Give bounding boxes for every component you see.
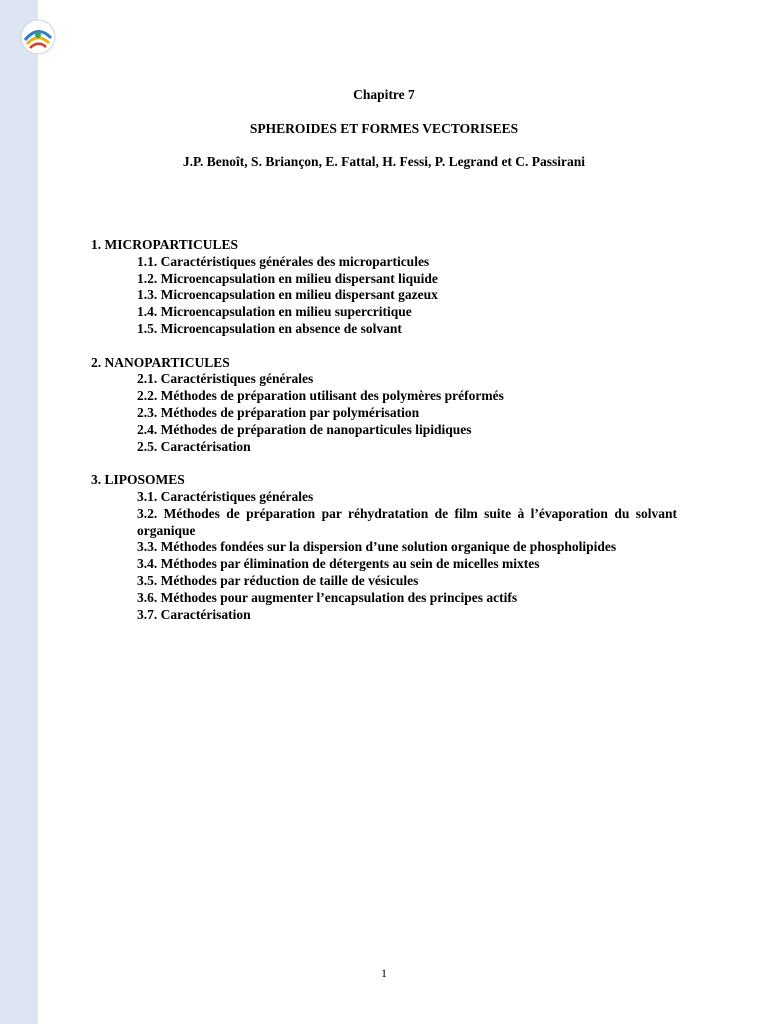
- document-page: [91, 0, 677, 1024]
- toc-item: 2.1. Caractéristiques générales: [137, 371, 314, 387]
- toc-section-liposomes: [91, 472, 677, 623]
- toc-item: 1.1. Caractéristiques générales des microparticules: [137, 253, 430, 269]
- institution-logo-icon: [19, 18, 57, 56]
- side-band: [0, 0, 38, 1024]
- toc-item: 1.3. Microencapsulation en milieu dispersant gazeux: [137, 287, 438, 303]
- toc-item: 2.5. Caractérisation: [137, 438, 251, 454]
- section-title: 1. MICROPARTICULES: [91, 237, 239, 252]
- authors-line: J.P. Benoît, S. Briançon, E. Fattal, H. Fessi, P. Legrand et C. Passirani: [182, 154, 586, 169]
- toc-item: 1.4. Microencapsulation en milieu supercritique: [137, 304, 412, 320]
- toc-item: 3.1. Caractéristiques générales: [137, 488, 314, 504]
- toc-item: 3.7. Caractérisation: [137, 606, 251, 622]
- toc-section-nanoparticules: [91, 355, 677, 456]
- toc-item: 3.5. Méthodes par réduction de taille de vésicules: [137, 572, 419, 588]
- toc-item: 2.4. Méthodes de préparation de nanoparticules lipidiques: [137, 421, 472, 437]
- chapter-label: Chapitre 7: [353, 87, 415, 102]
- chapter-title: SPHEROIDES ET FORMES VECTORISEES: [249, 121, 519, 136]
- section-title: 2. NANOPARTICULES: [91, 354, 230, 370]
- toc-item: 3.4. Méthodes par élimination de détergents au sein de micelles mixtes: [137, 556, 540, 572]
- toc-section-microparticules: [91, 237, 677, 338]
- toc-item: 3.6. Méthodes pour augmenter l’encapsulation des principes actifs: [137, 589, 518, 605]
- toc-item: 2.2. Méthodes de préparation utilisant des polymères préformés: [137, 388, 504, 404]
- page-number: 1: [381, 966, 387, 980]
- toc-item: 3.3. Méthodes fondées sur la dispersion d’une solution organique de phospholipides: [137, 539, 617, 555]
- toc-item: 3.2. Méthodes de préparation par réhydratation de film suite à l’évaporation du solvant organique: [137, 505, 677, 538]
- section-title: 3. LIPOSOMES: [91, 472, 185, 488]
- toc-item: 2.3. Méthodes de préparation par polymérisation: [137, 404, 420, 420]
- table-of-contents: [91, 237, 677, 640]
- toc-item: 1.5. Microencapsulation en absence de solvant: [137, 320, 402, 336]
- toc-item: 1.2. Microencapsulation en milieu dispersant liquide: [137, 270, 438, 286]
